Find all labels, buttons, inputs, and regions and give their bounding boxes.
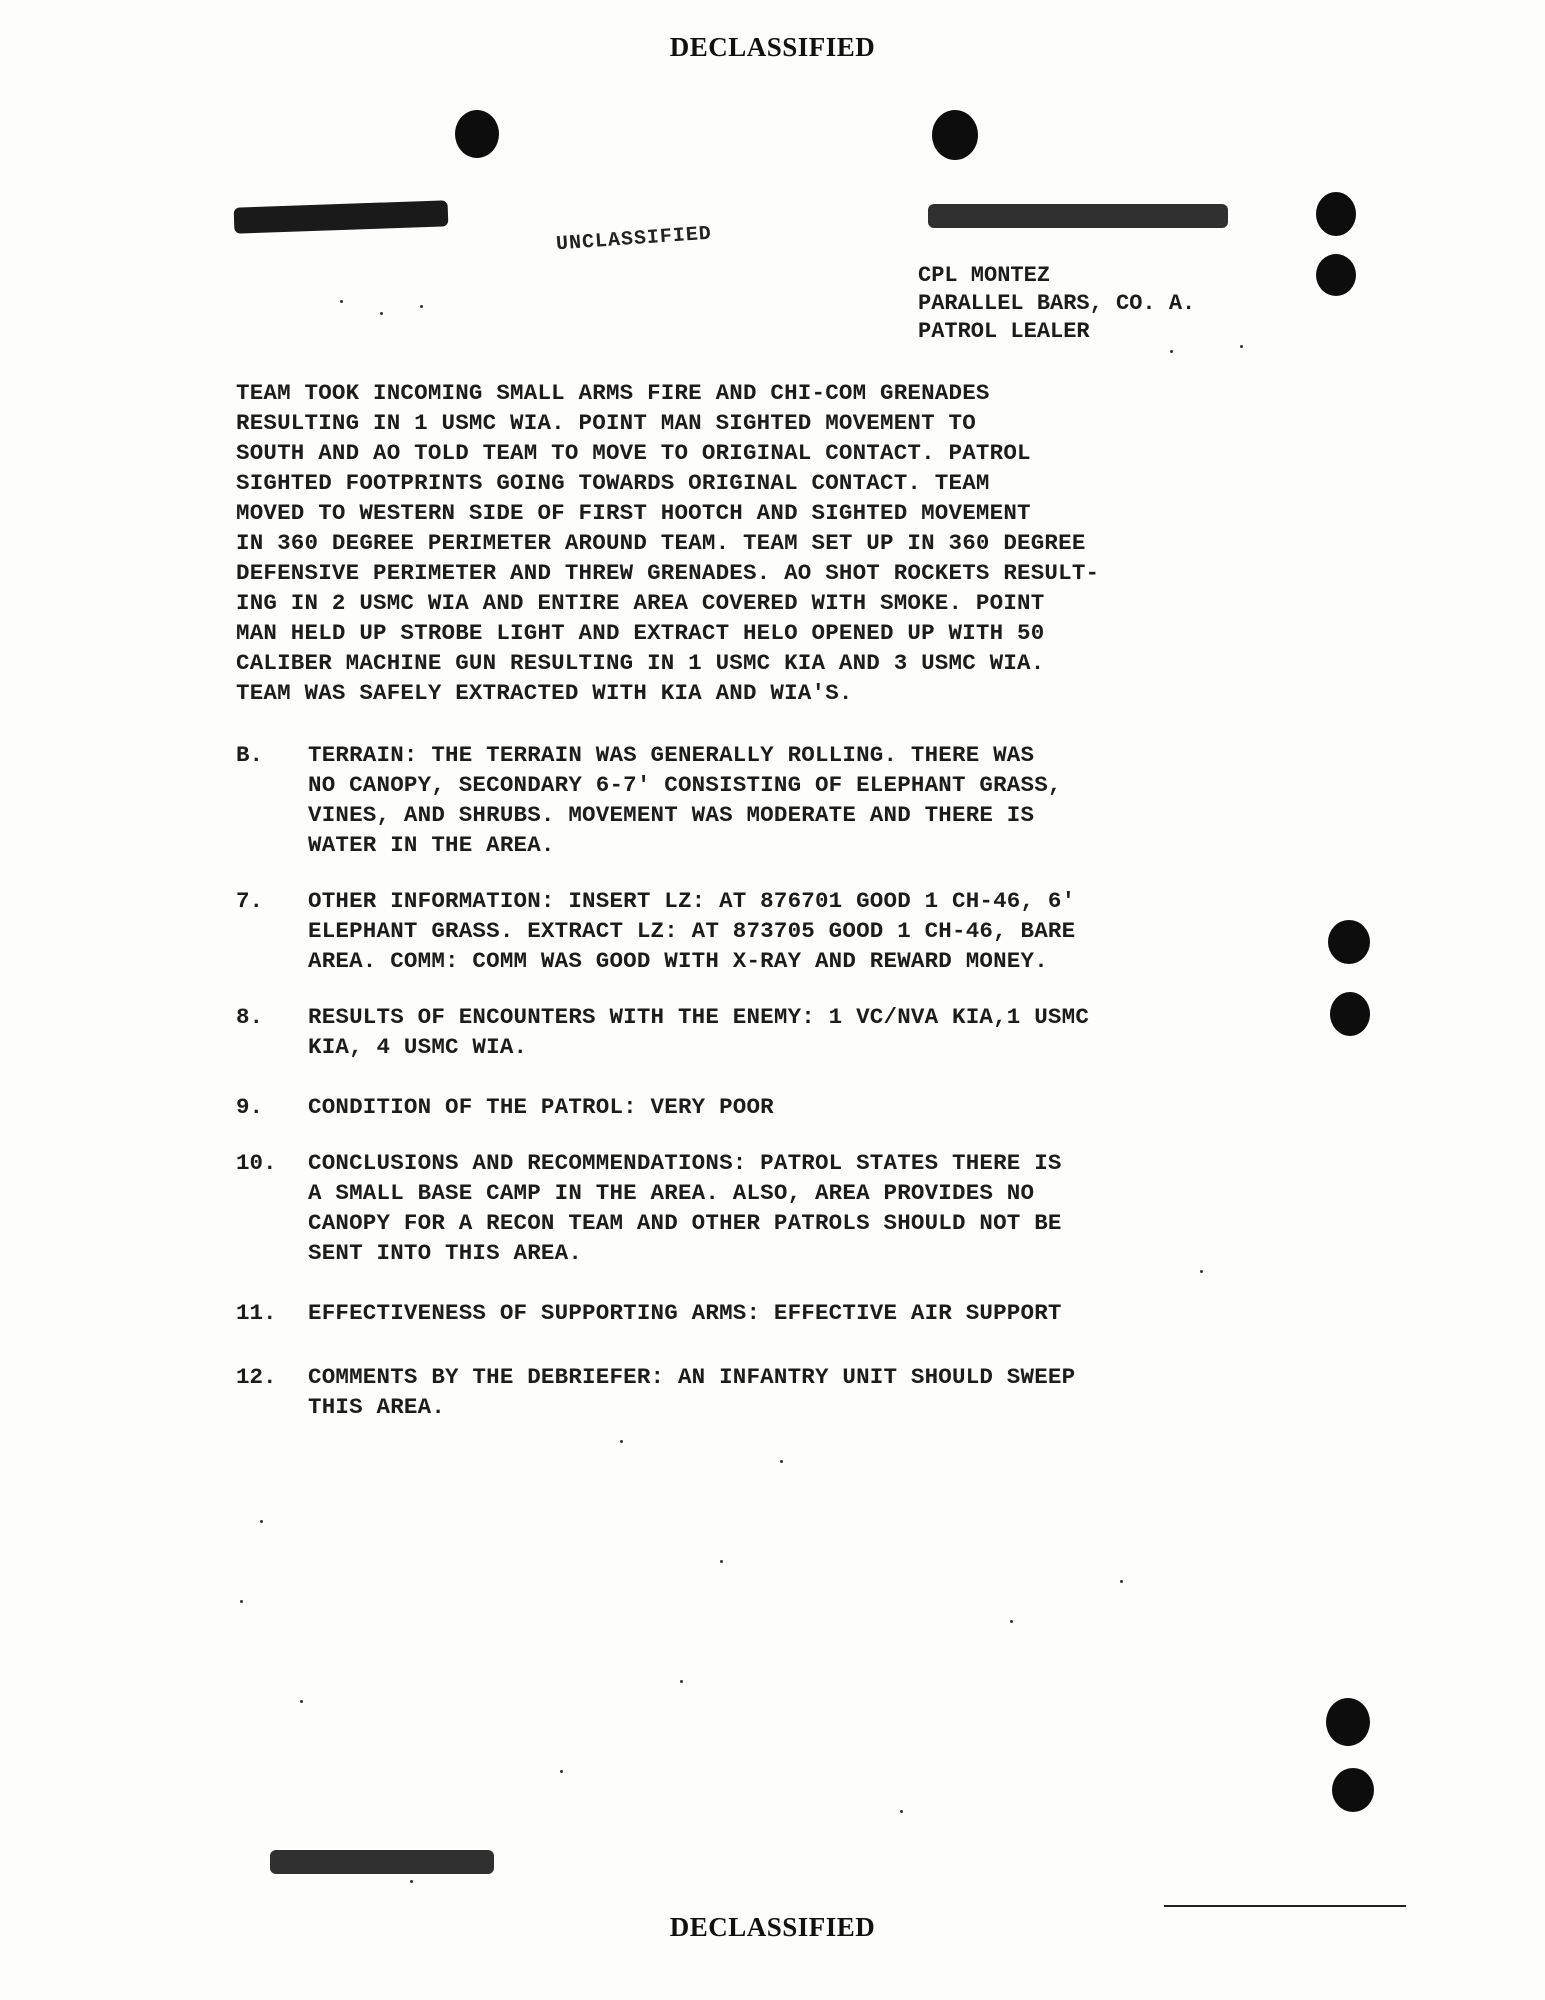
narrative-line: SOUTH AND AO TOLD TEAM TO MOVE TO ORIGINAL CONTACT. PATROL <box>236 440 1031 466</box>
photocopy-speck <box>240 1600 243 1603</box>
photocopy-speck <box>300 1700 303 1703</box>
photocopy-speck <box>560 1770 563 1773</box>
photocopy-speck <box>340 300 343 303</box>
item-text <box>308 1092 774 1122</box>
punch-hole-top-center <box>932 110 978 160</box>
item-text <box>308 1148 1062 1268</box>
photocopy-speck <box>1120 1580 1123 1583</box>
photocopy-speck <box>420 305 423 308</box>
item-number: B. <box>236 742 264 768</box>
redaction-bar-bottom-left <box>270 1850 494 1874</box>
photocopy-speck <box>1240 345 1243 348</box>
item-line: COMMENTS BY THE DEBRIEFER: AN INFANTRY UNIT SHOULD SWEEP <box>308 1364 1076 1390</box>
author-unit: PARALLEL BARS, CO. A. <box>918 291 1196 316</box>
narrative-line: MAN HELD UP STROBE LIGHT AND EXTRACT HELO OPENED UP WITH 50 <box>236 620 1045 646</box>
item-line: RESULTS OF ENCOUNTERS WITH THE ENEMY: 1 VC/NVA KIA,1 USMC <box>308 1004 1090 1030</box>
item-line: VINES, AND SHRUBS. MOVEMENT WAS MODERATE AND THERE IS <box>308 802 1035 828</box>
item-text <box>308 1002 1089 1062</box>
redaction-bar-top-right <box>928 204 1228 228</box>
item-line: ELEPHANT GRASS. EXTRACT LZ: AT 873705 GOOD 1 CH-46, BARE <box>308 918 1076 944</box>
item-number: 9. <box>236 1094 264 1120</box>
narrative-line: DEFENSIVE PERIMETER AND THREW GRENADES. AO SHOT ROCKETS RESULT- <box>236 560 1100 586</box>
item-text <box>308 886 1075 976</box>
item-number: 10. <box>236 1150 277 1176</box>
item-line: CANOPY FOR A RECON TEAM AND OTHER PATROLS SHOULD NOT BE <box>308 1210 1062 1236</box>
photocopy-speck <box>720 1560 723 1563</box>
photocopy-speck <box>260 1520 263 1523</box>
photocopy-speck <box>680 1680 683 1683</box>
unclassified-stamp: UNCLASSIFIED <box>555 222 713 257</box>
item-line: KIA, 4 USMC WIA. <box>308 1034 528 1060</box>
punch-hole-right-6 <box>1332 1768 1374 1812</box>
narrative-line: ING IN 2 USMC WIA AND ENTIRE AREA COVERED WITH SMOKE. POINT <box>236 590 1045 616</box>
photocopy-speck <box>900 1810 903 1813</box>
author-role: PATROL LEALER <box>918 319 1090 344</box>
narrative-line: RESULTING IN 1 USMC WIA. POINT MAN SIGHTED MOVEMENT TO <box>236 410 976 436</box>
narrative-line: IN 360 DEGREE PERIMETER AROUND TEAM. TEAM SET UP IN 360 DEGREE <box>236 530 1086 556</box>
item-number: 7. <box>236 888 264 914</box>
bottom-right-rule <box>1164 1905 1406 1907</box>
photocopy-speck <box>780 1460 783 1463</box>
narrative-line: SIGHTED FOOTPRINTS GOING TOWARDS ORIGINAL CONTACT. TEAM <box>236 470 990 496</box>
narrative-paragraph <box>236 378 1099 708</box>
photocopy-speck <box>380 312 383 315</box>
author-name: CPL MONTEZ <box>918 263 1051 288</box>
redaction-bar-top-left <box>234 200 449 233</box>
narrative-line: MOVED TO WESTERN SIDE OF FIRST HOOTCH AND SIGHTED MOVEMENT <box>236 500 1031 526</box>
punch-hole-right-4 <box>1330 992 1370 1036</box>
photocopy-speck <box>620 1440 623 1443</box>
photocopy-speck <box>1170 350 1173 353</box>
item-line: EFFECTIVENESS OF SUPPORTING ARMS: EFFECTIVE AIR SUPPORT <box>308 1300 1062 1326</box>
item-text <box>308 1362 1075 1422</box>
item-line: A SMALL BASE CAMP IN THE AREA. ALSO, AREA PROVIDES NO <box>308 1180 1035 1206</box>
item-line: TERRAIN: THE TERRAIN WAS GENERALLY ROLLING. THERE WAS <box>308 742 1035 768</box>
item-line: THIS AREA. <box>308 1394 446 1420</box>
photocopy-speck <box>1010 1620 1013 1623</box>
item-number: 8. <box>236 1004 264 1030</box>
photocopy-speck <box>1200 1270 1203 1273</box>
punch-hole-right-5 <box>1326 1698 1370 1746</box>
item-line: SENT INTO THIS AREA. <box>308 1240 583 1266</box>
patrol-leader-block <box>918 262 1195 346</box>
narrative-line: TEAM WAS SAFELY EXTRACTED WITH KIA AND WIA'S. <box>236 680 853 706</box>
header-declassified-marking: DECLASSIFIED <box>669 32 876 62</box>
punch-hole-right-1 <box>1316 192 1356 236</box>
punch-hole-top-left <box>455 110 499 158</box>
item-line: WATER IN THE AREA. <box>308 832 555 858</box>
narrative-line: CALIBER MACHINE GUN RESULTING IN 1 USMC KIA AND 3 USMC WIA. <box>236 650 1045 676</box>
item-line: NO CANOPY, SECONDARY 6-7' CONSISTING OF ELEPHANT GRASS, <box>308 772 1062 798</box>
item-line: CONDITION OF THE PATROL: VERY POOR <box>308 1094 774 1120</box>
punch-hole-right-3 <box>1328 920 1370 964</box>
item-line: AREA. COMM: COMM WAS GOOD WITH X-RAY AND REWARD MONEY. <box>308 948 1048 974</box>
item-number: 12. <box>236 1364 277 1390</box>
punch-hole-right-2 <box>1316 254 1356 296</box>
item-text <box>308 1298 1062 1328</box>
narrative-line: TEAM TOOK INCOMING SMALL ARMS FIRE AND CHI-COM GRENADES <box>236 380 990 406</box>
item-number: 11. <box>236 1300 277 1326</box>
photocopy-speck <box>410 1880 413 1883</box>
item-line: OTHER INFORMATION: INSERT LZ: AT 876701 GOOD 1 CH-46, 6' <box>308 888 1076 914</box>
item-line: CONCLUSIONS AND RECOMMENDATIONS: PATROL STATES THERE IS <box>308 1150 1062 1176</box>
footer-declassified-marking: DECLASSIFIED <box>669 1912 876 1942</box>
item-text <box>308 740 1062 860</box>
